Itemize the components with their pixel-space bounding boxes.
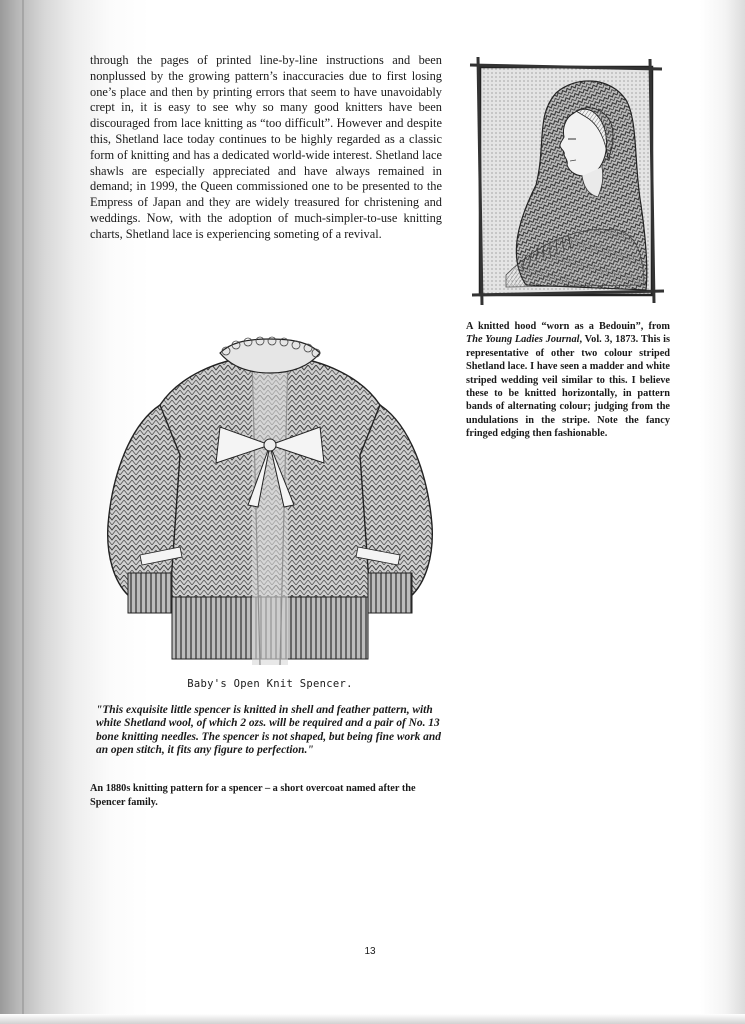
intro-paragraph: through the pages of printed line-by-line instructions and been nonplussed by the growing pattern’s inaccuracies due to first losing one’s place and then by printing errors that seem to have unavoidably crept in, it is easy to see why so many good knitters have been discouraged from lace knitting as “too difficult”. However and despite this, Shetland lace today continues to be highly regarded as a classic form of knitting and has a dedicated world-wide interest. Shetland lace shawls are especially appreciated and have always remained in demand; in 1999, the Queen commissioned one to be presented to the Empress of Japan and they are widely treasured for christening and weddings. Now, with the adoption of much-simpler-to-use knitting charts, Shetland lace is experiencing someting of a revival. bbox=[90, 53, 442, 241]
portrait-caption bbox=[466, 320, 670, 441]
journal-title: The Young Ladies Journal bbox=[466, 334, 580, 346]
bedouin-hood-engraving bbox=[466, 55, 666, 307]
baby-spencer-engraving bbox=[100, 335, 440, 670]
portrait-caption-rest: , Vol. 3, 1873. This is representative of other two colour striped Shetland lace. I have seen a madder and white striped wedding veil similar to this. I believe these to be knitted horizontally, in pattern bands of alternating colour; judging from the undulations in the stripe. Note the fancy fringed edging then fashionable. bbox=[466, 334, 670, 440]
spencer-pattern-quote: "This exquisite little spencer is knitted in shell and feather pattern, with white Shetland wool, of which 2 ozs. will be required and a pair of No. 13 bone knitting needles. The spencer is not shaped, but being fine work and an open stitch, it fits any figure to perfection." bbox=[96, 704, 441, 757]
spencer-illustration-title: Baby's Open Knit Spencer. bbox=[187, 678, 353, 690]
portrait-caption-lead: A knitted hood “worn as a Bedouin”, from bbox=[466, 321, 670, 332]
spencer-caption: An 1880s knitting pattern for a spencer – a short overcoat named after the Spencer family. bbox=[90, 783, 416, 808]
page-number: 13 bbox=[364, 946, 376, 957]
page-bottom-edge bbox=[0, 1014, 745, 1024]
book-spine-shadow bbox=[22, 0, 24, 1024]
